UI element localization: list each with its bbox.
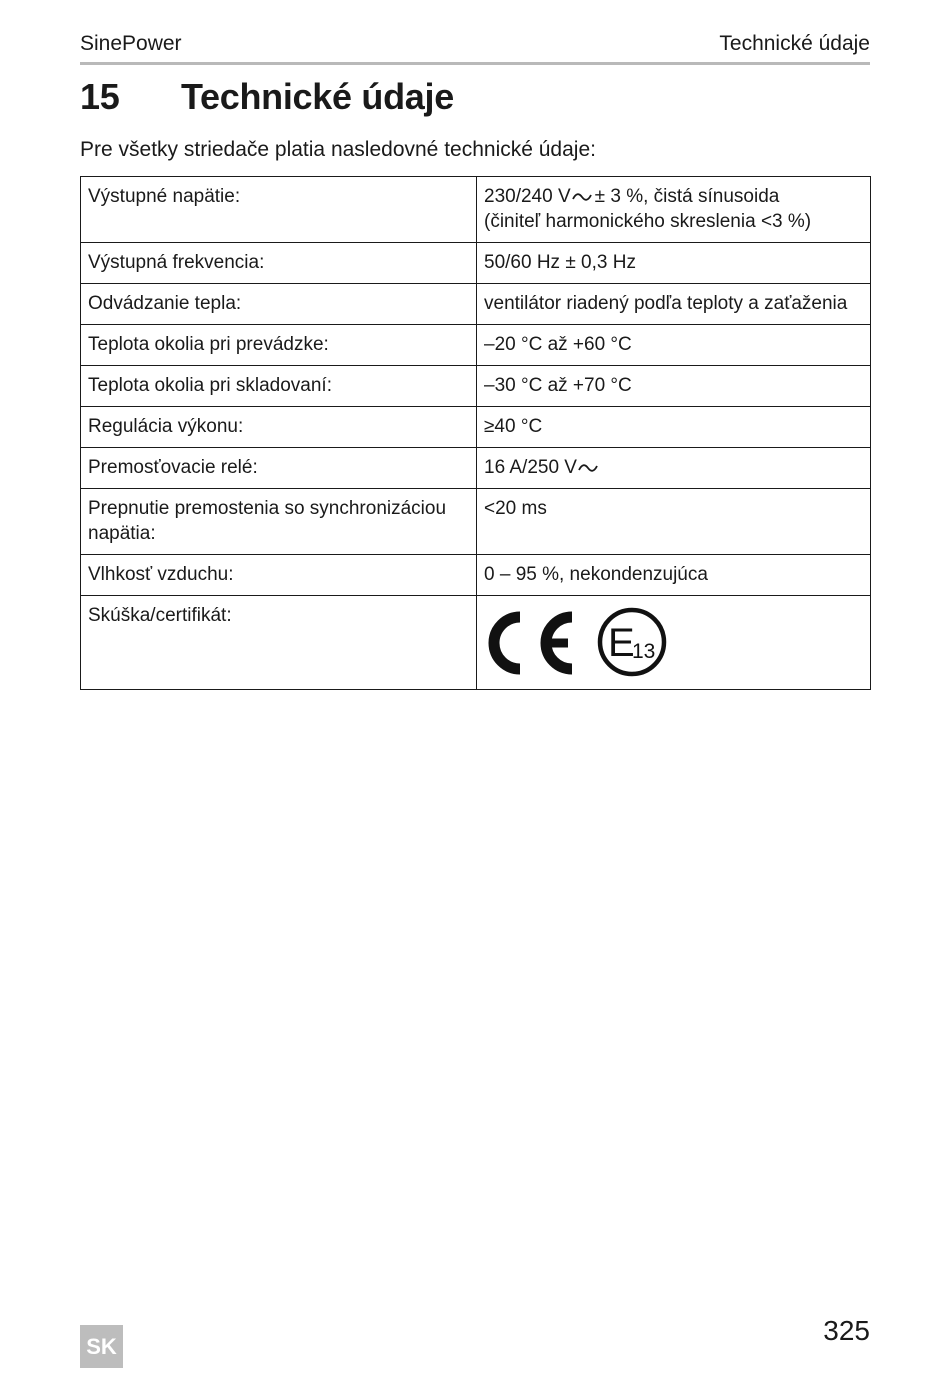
table-row (81, 366, 871, 407)
chapter-title: Technické údaje (181, 76, 454, 117)
table-row (81, 555, 871, 596)
spec-label: Skúška/certifikát: (81, 596, 477, 690)
header-product-name: SinePower (80, 32, 182, 55)
table-row (81, 489, 871, 555)
spec-value (477, 177, 871, 243)
spec-value: 50/60 Hz ± 0,3 Hz (477, 243, 871, 284)
e-mark-icon (596, 606, 668, 678)
language-badge: SK (80, 1325, 123, 1368)
spec-value-text: ± 3 %, čistá sínusoida (594, 186, 780, 207)
spec-label: Odvádzanie tepla: (81, 284, 477, 325)
spec-label: Teplota okolia pri skladovaní: (81, 366, 477, 407)
spec-value: ≥40 °C (477, 407, 871, 448)
page-header (80, 30, 870, 65)
table-row (81, 596, 871, 690)
spec-label: Premosťovacie relé: (81, 448, 477, 489)
spec-value-text: 230/240 V (484, 186, 571, 207)
spec-table (80, 176, 871, 690)
spec-value (477, 596, 871, 690)
e-mark-letter: E (608, 621, 635, 665)
spec-value: –30 °C až +70 °C (477, 366, 871, 407)
chapter-number: 15 (80, 76, 120, 117)
e-mark-number: 13 (632, 640, 656, 663)
spec-label: Vlhkosť vzduchu: (81, 555, 477, 596)
table-row (81, 284, 871, 325)
spec-value: ventilátor riadený podľa teploty a zaťaženia (477, 284, 871, 325)
table-row (81, 448, 871, 489)
spec-label: Výstupná frekvencia: (81, 243, 477, 284)
header-section-title: Technické údaje (719, 32, 870, 55)
spec-label: Teplota okolia pri prevádzke: (81, 325, 477, 366)
spec-value-text: (činiteľ harmonického skreslenia <3 %) (484, 211, 812, 232)
table-row (81, 177, 871, 243)
intro-text: Pre všetky striedače platia nasledovné technické údaje: (80, 138, 596, 161)
page-number: 325 (823, 1315, 870, 1346)
spec-value: –20 °C až +60 °C (477, 325, 871, 366)
table-row (81, 407, 871, 448)
ce-mark-icon (484, 608, 578, 678)
spec-value-text: 16 A/250 V (484, 457, 577, 478)
ac-wave-icon (572, 192, 592, 202)
table-row (81, 243, 871, 284)
spec-label: Regulácia výkonu: (81, 407, 477, 448)
table-row (81, 325, 871, 366)
ac-wave-icon (578, 463, 598, 473)
spec-value (477, 448, 871, 489)
certification-marks (484, 603, 863, 681)
spec-value: 0 – 95 %, nekondenzujúca (477, 555, 871, 596)
spec-label: Prepnutie premostenia so synchronizáciou napätia: (81, 489, 477, 555)
spec-value: <20 ms (477, 489, 871, 555)
spec-label: Výstupné napätie: (81, 177, 477, 243)
